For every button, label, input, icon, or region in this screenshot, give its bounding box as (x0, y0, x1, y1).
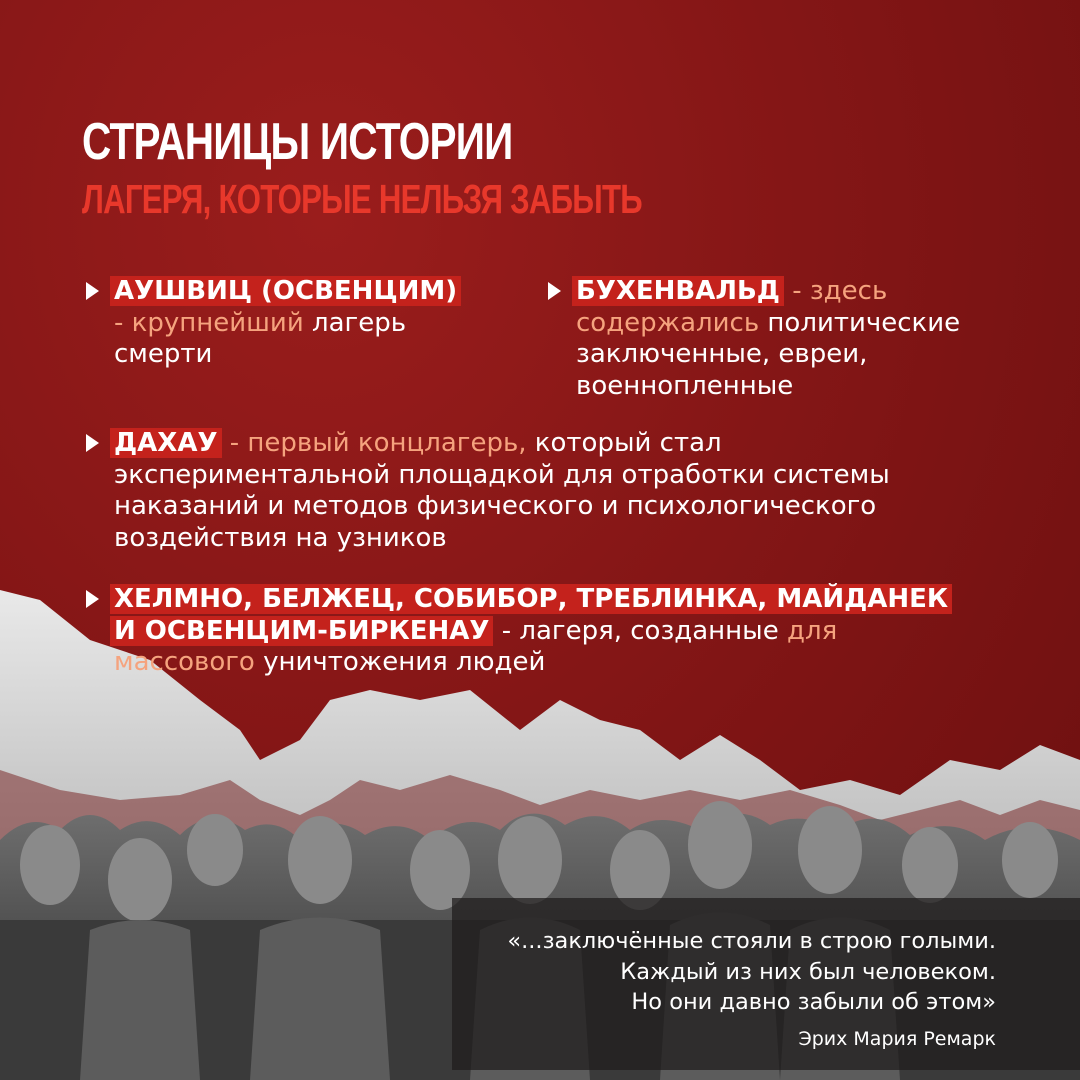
item-text: который стал экспериментальной площадкой для отработки системы наказаний и методов физического и психологического воздействия на узников (114, 428, 890, 553)
item-text-1: - лагеря, созданные (493, 615, 787, 646)
item-text: уничтожения людей (254, 647, 546, 677)
quote-line: Но они давно забыли об этом» (631, 989, 996, 1015)
page-subtitle: ЛАГЕРЯ, КОТОРЫЕ НЕЛЬЗЯ ЗАБЫТЬ (82, 176, 642, 222)
list-item-extermination-camps (114, 584, 974, 679)
list-item-buchenwald (576, 276, 1016, 402)
item-highlight: БУХЕНВАЛЬД (572, 276, 784, 306)
item-text: лагерь смерти (114, 307, 407, 369)
arrow-icon (86, 590, 99, 608)
list-item-dachau (114, 428, 994, 554)
arrow-icon (86, 434, 99, 452)
item-accent: - крупнейший (114, 307, 304, 338)
quote-line: «...заключённые стояли в строю голыми. (507, 928, 996, 954)
item-highlight: ДАХАУ (110, 428, 222, 458)
quote-line: Каждый из них был человеком. (620, 958, 996, 985)
item-highlight: ХЕЛМНО, БЕЛЖЕЦ, СОБИБОР, ТРЕБЛИНКА, МАЙДАНЕК И ОСВЕНЦИМ-БИРКЕНАУ (110, 584, 952, 646)
quote-text (436, 926, 996, 1018)
arrow-icon (86, 282, 99, 300)
item-accent: - здесь содержались (576, 276, 888, 338)
item-accent: для массового (114, 615, 838, 677)
page-title: СТРАНИЦЫ ИСТОРИИ (82, 113, 513, 171)
arrow-icon (548, 282, 561, 300)
item-highlight: АУШВИЦ (ОСВЕНЦИМ) (110, 276, 461, 306)
quote-author: Эрих Мария Ремарк (798, 1028, 996, 1050)
list-item-auschwitz (114, 276, 494, 371)
item-text: политические заключенные, евреи, военнопленные (576, 307, 961, 401)
item-accent: - первый концлагерь, (221, 428, 527, 458)
